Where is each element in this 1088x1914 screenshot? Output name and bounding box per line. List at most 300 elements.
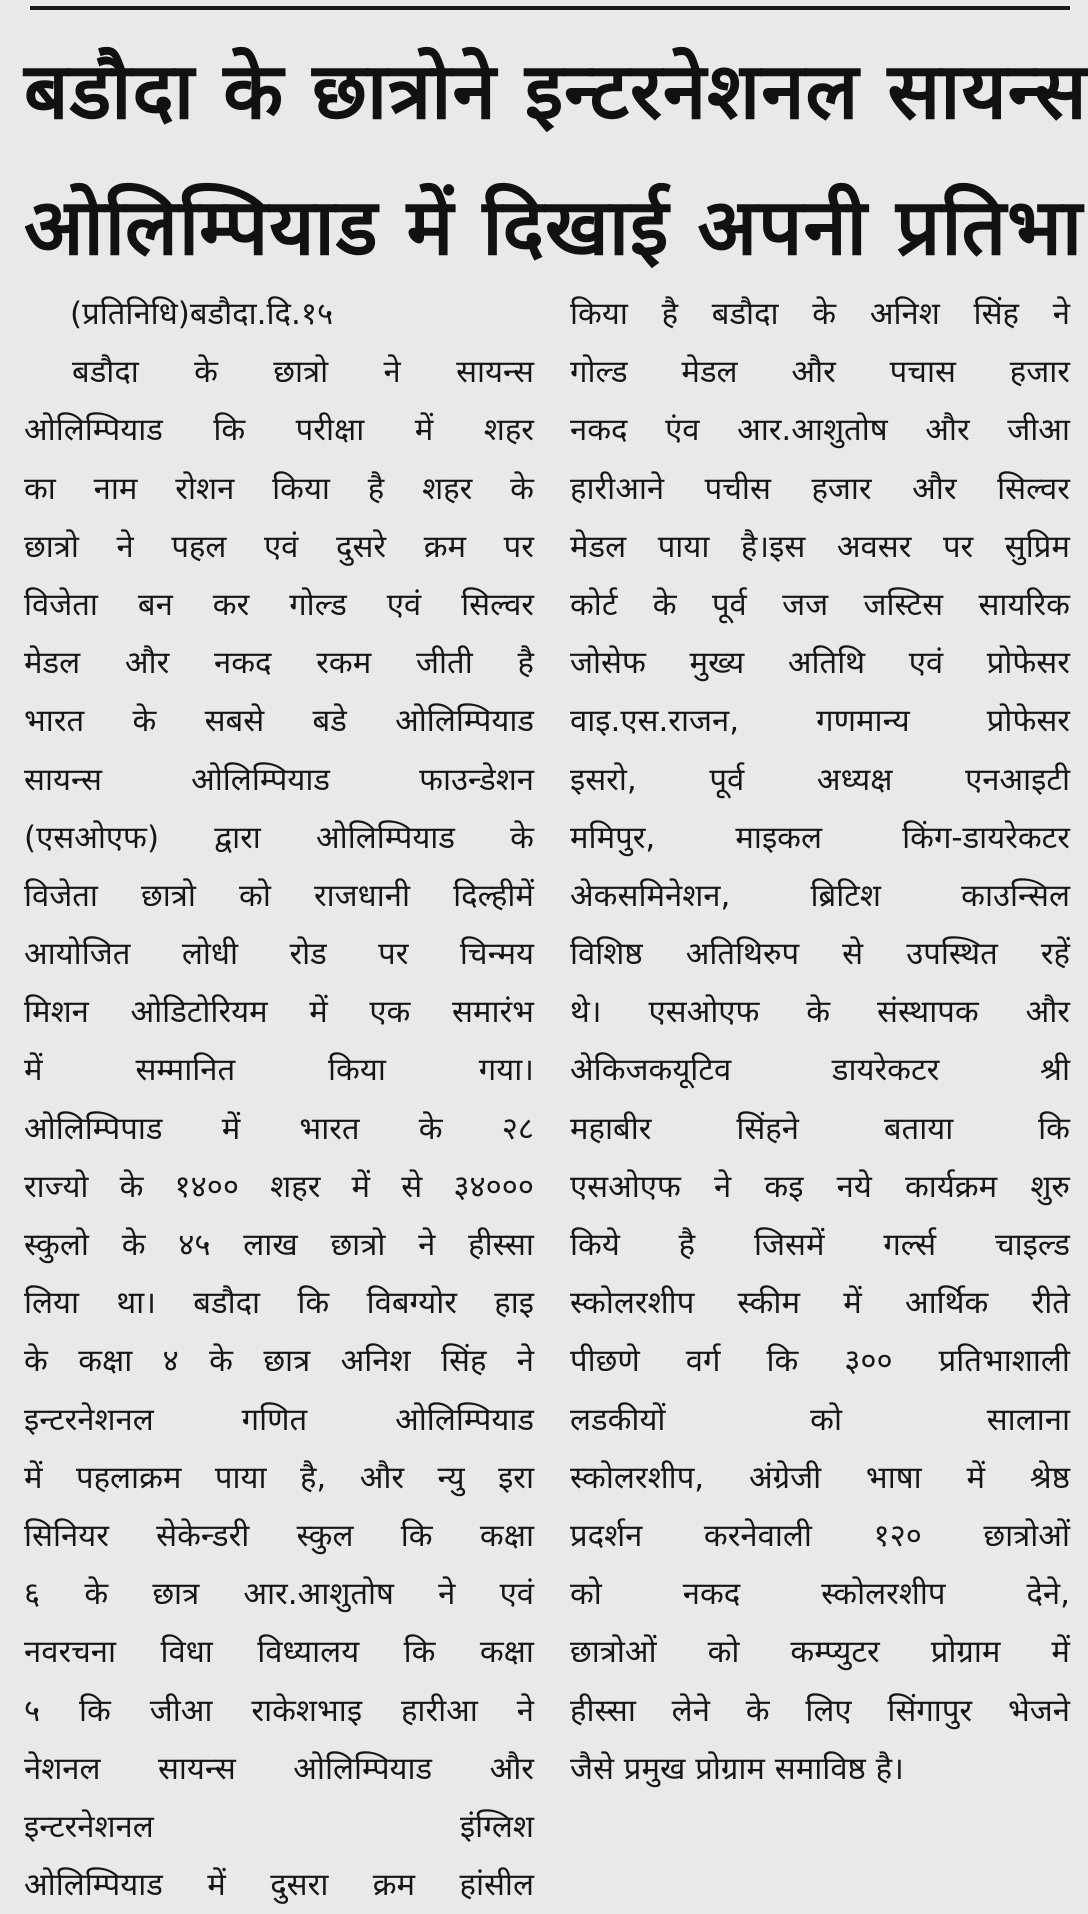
article-word: १२०	[873, 1517, 922, 1554]
article-line	[24, 1798, 534, 1856]
article-line	[24, 1100, 534, 1158]
article-word: राकेशभाइ	[251, 1692, 363, 1729]
article-word: है।इस	[740, 528, 806, 565]
article-line	[24, 343, 534, 401]
article-word: ओलिम्पियाड	[316, 819, 455, 856]
article-word: रोशन	[175, 470, 235, 507]
article-word: प्रोफेसर	[986, 703, 1070, 740]
article-word: एक	[369, 994, 411, 1031]
article-line	[24, 983, 534, 1041]
article-word: भारत	[299, 1110, 360, 1147]
headline-line-2: ओलिम्पियाड में दिखाई अपनी प्रतिभा	[24, 183, 1084, 273]
article-word: अेकसमिनेशन,	[570, 877, 731, 914]
article-word: लोधी	[181, 936, 238, 973]
article-word: १४००	[174, 1168, 240, 1205]
article-word: भेजने	[1007, 1692, 1070, 1729]
article-word: अतिथिरुप	[685, 936, 800, 973]
article-word: करनेवाली	[703, 1517, 812, 1554]
article-line	[24, 1041, 534, 1099]
article-word: विशिष्ठ	[570, 936, 643, 973]
article-line	[24, 1391, 534, 1449]
article-word: देने,	[1026, 1576, 1070, 1613]
article-word: स्कीम	[737, 1285, 800, 1322]
article-word: सायरिक	[978, 586, 1070, 623]
article-word: राजधानी	[313, 877, 410, 914]
article-line	[24, 1158, 534, 1216]
article-word: ३००	[844, 1343, 893, 1380]
article-word: माइकल	[735, 819, 822, 856]
article-word: बताया	[883, 1110, 954, 1147]
article-word: के	[418, 1110, 443, 1147]
article-word: रीते	[1031, 1285, 1070, 1322]
article-line	[24, 751, 534, 809]
article-word: सायन्स	[157, 1750, 236, 1787]
article-word: के	[510, 819, 534, 856]
article-word: लडकीयों	[570, 1401, 666, 1438]
article-word: मिशन	[24, 994, 89, 1031]
article-word: में	[966, 1459, 985, 1496]
article-word: लाख	[243, 1227, 298, 1263]
article-word: अतिथि	[787, 645, 866, 682]
article-word: में	[24, 1052, 43, 1089]
article-word: आर.आशुतोष	[243, 1576, 394, 1613]
article-line	[570, 401, 1070, 459]
article-line	[570, 1682, 1070, 1740]
article-word: हांसील	[459, 1867, 534, 1904]
article-word: और	[791, 354, 836, 391]
article-word: विध्यालय	[257, 1634, 360, 1671]
article-word: ओलिम्पियाड	[395, 703, 534, 740]
article-word: पहलाक्रम	[75, 1459, 182, 1496]
article-word: सायन्स	[456, 354, 534, 391]
article-word: हारीआ	[400, 1692, 478, 1729]
article-word: के	[121, 1227, 146, 1263]
article-word: श्री	[1040, 1052, 1070, 1089]
article-word: ३४०००	[453, 1168, 534, 1205]
article-word: कि	[213, 412, 246, 449]
article-word: अनिश	[340, 1343, 411, 1380]
article-word: कि	[400, 1517, 433, 1554]
article-word: ने	[438, 1576, 456, 1613]
article-word: शुरु	[1030, 1168, 1070, 1205]
article-word: के	[119, 1168, 144, 1205]
article-word: और	[912, 470, 957, 507]
article-line	[570, 809, 1070, 867]
article-line: जैसे प्रमुख प्रोग्राम समाविष्ठ है।	[570, 1750, 904, 1787]
article-line	[24, 634, 534, 692]
article-word: स्कोलरशीप	[821, 1576, 946, 1613]
article-word: ओलिम्पियाड	[191, 761, 330, 798]
article-word: फाउन्डेशन	[419, 761, 534, 798]
article-line	[570, 983, 1070, 1041]
headline-line-1: बडौदा के छात्रोने इन्टरनेशनल सायन्स	[24, 47, 1088, 137]
article-word: है	[517, 645, 534, 682]
article-line	[570, 1041, 1070, 1099]
article-word: ने	[383, 354, 401, 391]
article-word: वाइ.एस.राजन,	[570, 703, 740, 740]
article-word: प्रोफेसर	[986, 645, 1070, 682]
article-word: काउन्सिल	[961, 877, 1070, 914]
article-word: कोर्ट	[570, 586, 618, 623]
article-line	[570, 1332, 1070, 1390]
article-word: प्रतिभाशाली	[938, 1343, 1070, 1380]
article-word: कार्यक्रम	[904, 1168, 998, 1205]
article-word: के	[806, 994, 831, 1031]
article-word: सम्मानित	[135, 1052, 236, 1089]
article-line	[24, 1740, 534, 1798]
article-word: गणमान्य	[816, 703, 910, 740]
article-word: हारीआने	[570, 470, 665, 507]
article-right-column	[570, 285, 1070, 1798]
article-word: अध्यक्ष	[816, 761, 893, 798]
article-line	[570, 751, 1070, 809]
article-word: और	[925, 412, 970, 449]
article-word: संस्थापक	[877, 994, 979, 1031]
article-word: एंव	[665, 412, 700, 449]
article-word: विजेता	[24, 586, 98, 623]
article-word: स्कुलो	[24, 1227, 89, 1263]
article-line	[570, 1507, 1070, 1565]
article-word: बडौदा	[193, 1285, 261, 1322]
article-word: गर्ल्स	[883, 1227, 937, 1263]
article-word: डायरेकटर	[831, 1052, 940, 1089]
article-word: सिंह	[973, 296, 1019, 332]
article-word: हीस्सा	[468, 1227, 534, 1263]
article-left-column	[24, 285, 534, 1914]
article-word: ने	[714, 1168, 732, 1205]
article-word: स्कोलरशीप	[570, 1285, 695, 1322]
article-word: बडौदा	[72, 354, 139, 391]
article-line	[24, 1682, 534, 1740]
article-word: स्कोलरशीप,	[570, 1459, 705, 1496]
article-word: आयोजित	[24, 936, 131, 973]
article-word: वर्ग	[685, 1343, 721, 1380]
article-word: अंग्रेजी	[748, 1459, 822, 1496]
article-word: अनिश	[869, 296, 940, 332]
article-word: किंग-डायरेकटर	[902, 819, 1070, 856]
article-word: के	[84, 1576, 109, 1613]
article-word: क्रम	[423, 528, 467, 565]
article-word: छात्रोओं	[570, 1634, 657, 1671]
article-line	[570, 1449, 1070, 1507]
article-word: पाया	[214, 1459, 267, 1496]
article-word: हाइ	[494, 1285, 534, 1322]
article-word: ४	[162, 1343, 179, 1380]
article-word: एसओएफ	[648, 994, 760, 1031]
article-word: चाइल्ड	[994, 1227, 1070, 1263]
article-line	[24, 867, 534, 925]
article-word: परीक्षा	[295, 412, 365, 449]
article-word: में	[351, 1168, 371, 1205]
article-line	[24, 925, 534, 983]
article-word: पचास	[889, 354, 956, 391]
article-word: एनआइटी	[965, 761, 1070, 798]
article-line	[24, 1332, 534, 1390]
article-word: और	[489, 1750, 534, 1787]
article-word: ने	[516, 1343, 534, 1380]
article-line	[570, 460, 1070, 518]
article-word: लिया	[24, 1285, 80, 1322]
article-word: पाया	[657, 528, 710, 565]
article-word: में	[843, 1285, 862, 1322]
article-word: क्रम	[372, 1867, 416, 1904]
article-word: सबसे	[204, 703, 265, 740]
article-word: के	[510, 470, 534, 507]
article-word: के	[745, 1692, 770, 1729]
article-word: ६	[24, 1576, 41, 1613]
article-word: सुप्रिम	[1004, 528, 1070, 565]
article-word: शहर	[422, 470, 473, 507]
article-word: विबग्योर	[366, 1285, 457, 1322]
article-word: अवसर	[836, 528, 912, 565]
dateline: (प्रतिनिधि)बडौदा.दि.१५	[70, 296, 334, 332]
article-word: मेडल	[570, 528, 627, 565]
article-word: ओलिम्पियाड	[293, 1750, 433, 1787]
article-word: हजार	[1009, 354, 1070, 391]
article-word: ने	[516, 1692, 534, 1729]
article-word: भारत	[24, 703, 85, 740]
article-word: पहल	[171, 528, 227, 565]
article-word: पीछणे	[570, 1343, 640, 1380]
article-word: विजेता	[24, 877, 98, 914]
article-word: सिंहने	[736, 1110, 799, 1147]
article-word: ओलिम्पियाड	[24, 1867, 163, 1904]
article-word: बडे	[312, 703, 347, 740]
article-line	[24, 692, 534, 750]
article-word: जज	[782, 586, 829, 623]
article-word: एवं	[264, 528, 299, 565]
article-word: नकद	[214, 645, 272, 682]
article-word: जोसेफ	[570, 645, 646, 682]
article-word: ओलिम्पिपाड	[24, 1110, 163, 1147]
article-word: कक्षा	[78, 1343, 133, 1380]
article-word: चिन्मय	[459, 936, 534, 973]
article-word: छात्रो	[273, 354, 329, 391]
article-word: द्वारा	[214, 819, 261, 856]
article-word: पचीस	[704, 470, 771, 507]
article-word: इन्टरनेशनल	[24, 1401, 154, 1438]
article-word: श्रेष्ठ	[1029, 1459, 1070, 1496]
article-word: किया	[328, 1052, 386, 1089]
article-word: है	[367, 470, 385, 507]
article-word: ने	[116, 528, 134, 565]
article-word: से	[842, 936, 864, 973]
article-word: जीआ	[1007, 412, 1070, 449]
article-word: नये	[836, 1168, 872, 1205]
article-word: में	[24, 1459, 43, 1496]
article-word: मेडल	[681, 354, 738, 391]
article-word: किये	[570, 1227, 620, 1263]
article-word: हीस्सा	[570, 1692, 636, 1729]
article-word: ओलिम्पियाड	[24, 412, 163, 449]
article-word: के	[209, 1343, 233, 1380]
article-word: जीती	[416, 645, 473, 682]
article-word: छात्रो	[141, 877, 196, 914]
article-word: गोल्ड	[289, 586, 347, 623]
article-word: छात्र	[263, 1343, 311, 1380]
article-line	[24, 809, 534, 867]
article-word: से	[401, 1168, 423, 1205]
article-word: कि	[297, 1285, 330, 1322]
article-word: में	[221, 1110, 241, 1147]
article-line	[570, 1216, 1070, 1274]
article-word: सेकेन्डरी	[156, 1517, 250, 1554]
article-word: रोड	[289, 936, 327, 973]
article-word: ब्रिटिश	[810, 877, 881, 914]
article-word: दुसरे	[335, 528, 387, 565]
article-word: में	[207, 1867, 226, 1904]
article-word: जस्टिस	[863, 586, 944, 623]
article-word: कर	[212, 586, 250, 623]
article-word: ओडिटोरियम	[130, 994, 268, 1031]
article-line	[570, 1274, 1070, 1332]
article-line	[24, 460, 534, 518]
article-word: (एसओएफ)	[24, 819, 160, 856]
article-word: प्रदर्शन	[570, 1517, 643, 1554]
article-word: पूर्व	[709, 761, 745, 798]
article-word: ५	[24, 1692, 41, 1729]
article-word: के	[132, 703, 157, 740]
article-word: जिसमें	[753, 1227, 825, 1263]
article-word: है	[678, 1227, 696, 1263]
article-word: उपस्थित	[906, 936, 998, 973]
article-word: इंग्लिश	[459, 1808, 534, 1845]
article-word: महाबीर	[570, 1110, 652, 1147]
article-word: सिल्वर	[997, 470, 1070, 507]
article-word: शहर	[483, 412, 534, 449]
article-word: बन	[137, 586, 173, 623]
article-word: समारंभ	[451, 994, 534, 1031]
article-line	[570, 1100, 1070, 1158]
article-word: जीआ	[149, 1692, 213, 1729]
article-word: और	[359, 1459, 405, 1496]
article-word: राज्यो	[24, 1168, 89, 1205]
article-word: थे।	[570, 994, 602, 1031]
article-word: नकद	[682, 1576, 741, 1613]
article-word: ने	[418, 1227, 436, 1263]
article-word: ने	[1052, 296, 1070, 332]
article-word: छात्रोओं	[983, 1517, 1070, 1554]
article-word: में	[309, 994, 328, 1031]
article-line	[570, 576, 1070, 634]
article-line	[570, 925, 1070, 983]
article-word: पर	[942, 528, 974, 565]
article-word: कइ	[764, 1168, 804, 1205]
article-word: छात्र	[152, 1576, 200, 1613]
article-word: ओलिम्पियाड	[395, 1401, 534, 1438]
article-word: भाषा	[865, 1459, 922, 1496]
article-line	[24, 401, 534, 459]
article-word: लेने	[671, 1692, 710, 1729]
article-line	[24, 1274, 534, 1332]
article-word: रकम	[316, 645, 372, 682]
article-word: शहर	[270, 1168, 321, 1205]
article-word: कि	[403, 1634, 436, 1671]
article-word: दिल्हीमें	[453, 877, 534, 914]
article-line	[570, 518, 1070, 576]
article-word: का	[24, 470, 56, 507]
article-line	[24, 1507, 534, 1565]
article-word: है	[661, 296, 679, 332]
article-word: के	[652, 586, 677, 623]
article-word: को	[810, 1401, 842, 1438]
article-word: आर.आशुतोष	[737, 412, 888, 449]
article-word: सिंह	[440, 1343, 487, 1380]
article-word: विधा	[160, 1634, 213, 1671]
article-word: एसओएफ	[570, 1168, 681, 1205]
article-word: कि	[79, 1692, 111, 1729]
article-word: कक्षा	[479, 1634, 534, 1671]
article-word: आर्थिक	[905, 1285, 989, 1322]
article-line	[24, 518, 534, 576]
article-word: नेशनल	[24, 1750, 101, 1787]
article-word: रहें	[1040, 936, 1070, 973]
article-word: को	[239, 877, 271, 914]
article-word: बडौदा	[711, 296, 779, 332]
top-rule	[30, 6, 1070, 10]
article-word: प्रोग्राम	[930, 1634, 1001, 1671]
article-line	[570, 867, 1070, 925]
article-word: नवरचना	[24, 1634, 117, 1671]
article-word: छात्रो	[330, 1227, 386, 1263]
article-word: में	[1051, 1634, 1070, 1671]
article-line	[570, 1623, 1070, 1681]
article-line	[570, 634, 1070, 692]
article-word: सायन्स	[24, 761, 102, 798]
article-word: और	[1025, 994, 1070, 1031]
article-word: के	[194, 354, 218, 391]
article-word: अेकिजकयूटिव	[570, 1052, 732, 1089]
article-word: स्कुल	[296, 1517, 354, 1554]
article-word: एवं	[499, 1576, 534, 1613]
article-line	[570, 1565, 1070, 1623]
article-word: इसरो,	[570, 761, 637, 798]
article-word: में	[414, 412, 434, 449]
article-word: किया	[272, 470, 330, 507]
article-word: मेडल	[24, 645, 81, 682]
article-word: सिल्वर	[461, 586, 534, 623]
article-word: इरा	[498, 1459, 534, 1496]
article-word: किया	[570, 296, 628, 332]
article-line	[570, 285, 1070, 343]
article-word: पर	[503, 528, 534, 565]
article-word: न्यु	[437, 1459, 465, 1496]
article-word: लिए	[805, 1692, 852, 1729]
article-line	[24, 576, 534, 634]
article-word: मुख्य	[689, 645, 745, 682]
article-line	[24, 1856, 534, 1914]
article-word: नाम	[93, 470, 138, 507]
article-word: था।	[116, 1285, 156, 1322]
article-word: है,	[299, 1459, 327, 1496]
article-word: कक्षा	[479, 1517, 534, 1554]
article-word: ममिपुर,	[570, 819, 656, 856]
article-line	[24, 1216, 534, 1274]
article-word: गणित	[241, 1401, 308, 1438]
article-word: ४५	[178, 1227, 211, 1263]
article-word: हजार	[811, 470, 872, 507]
article-word: इन्टरनेशनल	[24, 1808, 154, 1845]
article-word: को	[570, 1576, 602, 1613]
article-word: सालाना	[986, 1401, 1070, 1438]
article-word: गया।	[478, 1052, 534, 1089]
article-line	[570, 692, 1070, 750]
article-word: कि	[1038, 1110, 1070, 1147]
article-line	[570, 1391, 1070, 1449]
article-word: और	[124, 645, 170, 682]
article-word: दुसरा	[270, 1867, 329, 1904]
article-line	[24, 1623, 534, 1681]
